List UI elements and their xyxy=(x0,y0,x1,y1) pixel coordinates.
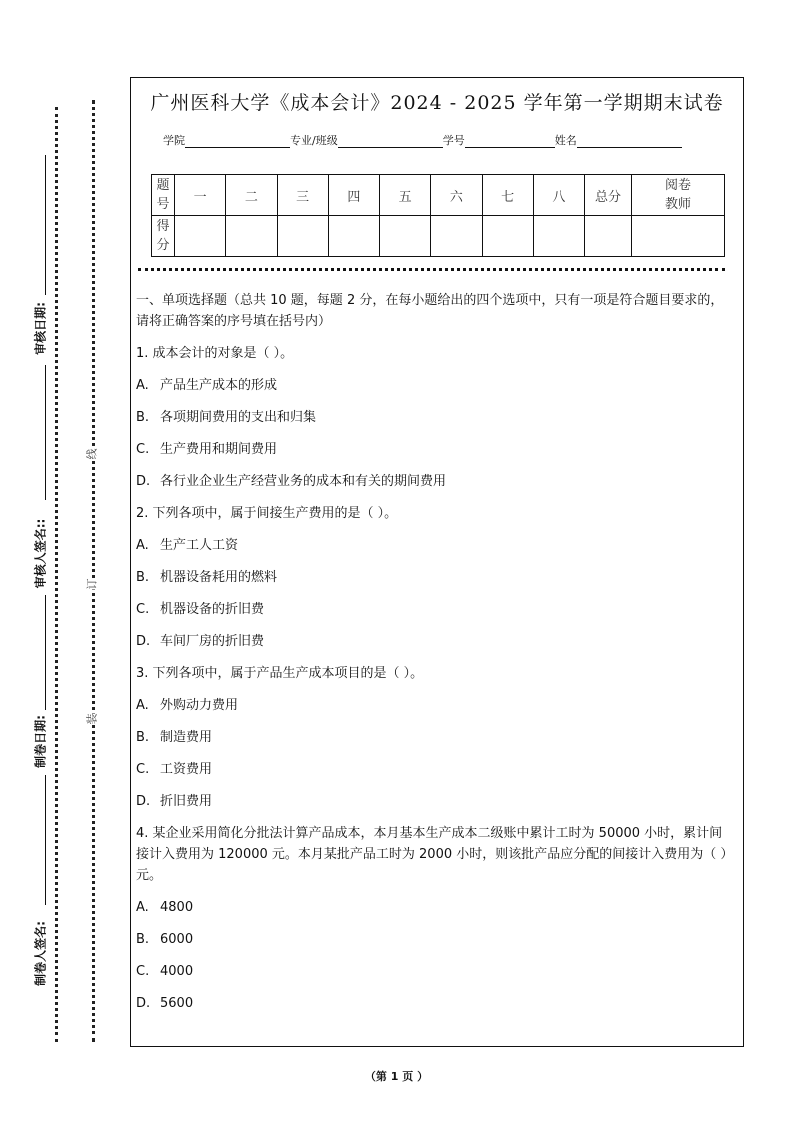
option-b: B. 制造费用 xyxy=(136,730,213,745)
score-cell-6[interactable] xyxy=(431,216,482,257)
col-2: 二 xyxy=(226,175,277,216)
option-d: D. 折旧费用 xyxy=(136,794,213,809)
col-7: 七 xyxy=(482,175,533,216)
exam-page-frame xyxy=(130,77,744,1047)
college-field[interactable] xyxy=(185,135,290,148)
col-4: 四 xyxy=(328,175,379,216)
score-cell-grader[interactable] xyxy=(632,216,725,257)
binding-mark-line: 线 xyxy=(85,448,99,460)
binding-dotted-line-outer xyxy=(55,107,58,1042)
option-b: B. 各项期间费用的支出和归集 xyxy=(136,410,317,425)
major-class-label: 专业/班级 xyxy=(290,134,338,147)
binding-mark-staple: 订 xyxy=(85,578,99,590)
option-b: B. 6000 xyxy=(136,932,194,947)
student-id-label: 学号 xyxy=(442,134,465,147)
score-cell-1[interactable] xyxy=(175,216,226,257)
name-label: 姓名 xyxy=(554,134,577,147)
major-class-field[interactable] xyxy=(338,135,443,148)
question-4 xyxy=(136,823,735,1014)
question-number-label: 题号 xyxy=(152,175,175,216)
section-single-choice xyxy=(136,290,735,1025)
score-cell-8[interactable] xyxy=(533,216,584,257)
option-a: A. 生产工人工资 xyxy=(136,538,239,553)
option-c: C. 工资费用 xyxy=(136,762,213,777)
option-c: C. 机器设备的折旧费 xyxy=(136,602,265,617)
signature-line-prep-date xyxy=(45,595,46,710)
col-total: 总分 xyxy=(585,175,632,216)
option-d: D. 各行业企业生产经营业务的成本和有关的期间费用 xyxy=(136,474,447,489)
col-1: 一 xyxy=(175,175,226,216)
score-cell-2[interactable] xyxy=(226,216,277,257)
section-heading: 一、单项选择题（总共 10 题，每题 2 分，在每小题给出的四个选项中，只有一项是符合题目要求的，请将正确答案的序号填在括号内） xyxy=(136,293,724,329)
section-divider xyxy=(138,268,725,271)
option-d: D. 车间厂房的折旧费 xyxy=(136,634,265,649)
signature-line-preparer xyxy=(45,775,46,905)
prep-date-label: 制卷日期: xyxy=(33,715,48,768)
binding-dotted-line-inner xyxy=(92,100,95,1042)
col-5: 五 xyxy=(380,175,431,216)
option-b: B. 机器设备耗用的燃料 xyxy=(136,570,278,585)
binding-mark-bind: 装 xyxy=(85,713,99,725)
page-number: （第 1 页 ） xyxy=(364,1070,429,1083)
student-info-row xyxy=(163,132,682,148)
name-field[interactable] xyxy=(577,135,682,148)
col-8: 八 xyxy=(533,175,584,216)
option-d: D. 5600 xyxy=(136,996,194,1011)
question-stem: 3. 下列各项中，属于产品生产成本项目的是（ ）。 xyxy=(136,666,424,681)
score-cell-4[interactable] xyxy=(328,216,379,257)
score-cell-7[interactable] xyxy=(482,216,533,257)
score-table xyxy=(151,174,725,257)
option-a: A. 4800 xyxy=(136,900,194,915)
question-stem: 1. 成本会计的对象是（ ）。 xyxy=(136,346,294,361)
option-c: C. 生产费用和期间费用 xyxy=(136,442,278,457)
preparer-signature-label: 制卷人签名: xyxy=(33,921,48,986)
student-id-field[interactable] xyxy=(465,135,555,148)
college-label: 学院 xyxy=(163,134,185,147)
review-date-label: 审核日期: xyxy=(33,302,48,355)
question-stem: 4. 某企业采用简化分批法计算产品成本，本月基本生产成本二级账中累计工时为 50000 小时，累计间接计入费用为 120000 元。本月某批产品工时为 2000 小时，则该批产品应分配的间接计入费用为（ ）元。 xyxy=(136,826,734,883)
col-grader: 阅卷教师 xyxy=(632,175,725,216)
option-a: A. 外购动力费用 xyxy=(136,698,239,713)
question-stem: 2. 下列各项中，属于间接生产费用的是（ ）。 xyxy=(136,506,398,521)
question-3 xyxy=(136,663,735,812)
option-c: C. 4000 xyxy=(136,964,194,979)
question-number-row xyxy=(152,175,725,216)
signature-line-reviewer xyxy=(45,365,46,500)
question-2 xyxy=(136,503,735,652)
score-cell-3[interactable] xyxy=(277,216,328,257)
question-1 xyxy=(136,343,735,492)
score-cell-5[interactable] xyxy=(380,216,431,257)
reviewer-signature-label: 审核人签名:: xyxy=(33,518,48,589)
col-3: 三 xyxy=(277,175,328,216)
option-a: A. 产品生产成本的形成 xyxy=(136,378,278,393)
exam-title: 广州医科大学《成本会计》2024 - 2025 学年第一学期期末试卷 xyxy=(150,92,724,114)
score-label: 得分 xyxy=(152,216,175,257)
score-cell-total[interactable] xyxy=(585,216,632,257)
score-row xyxy=(152,216,725,257)
col-6: 六 xyxy=(431,175,482,216)
signature-line-review-date xyxy=(45,155,46,295)
